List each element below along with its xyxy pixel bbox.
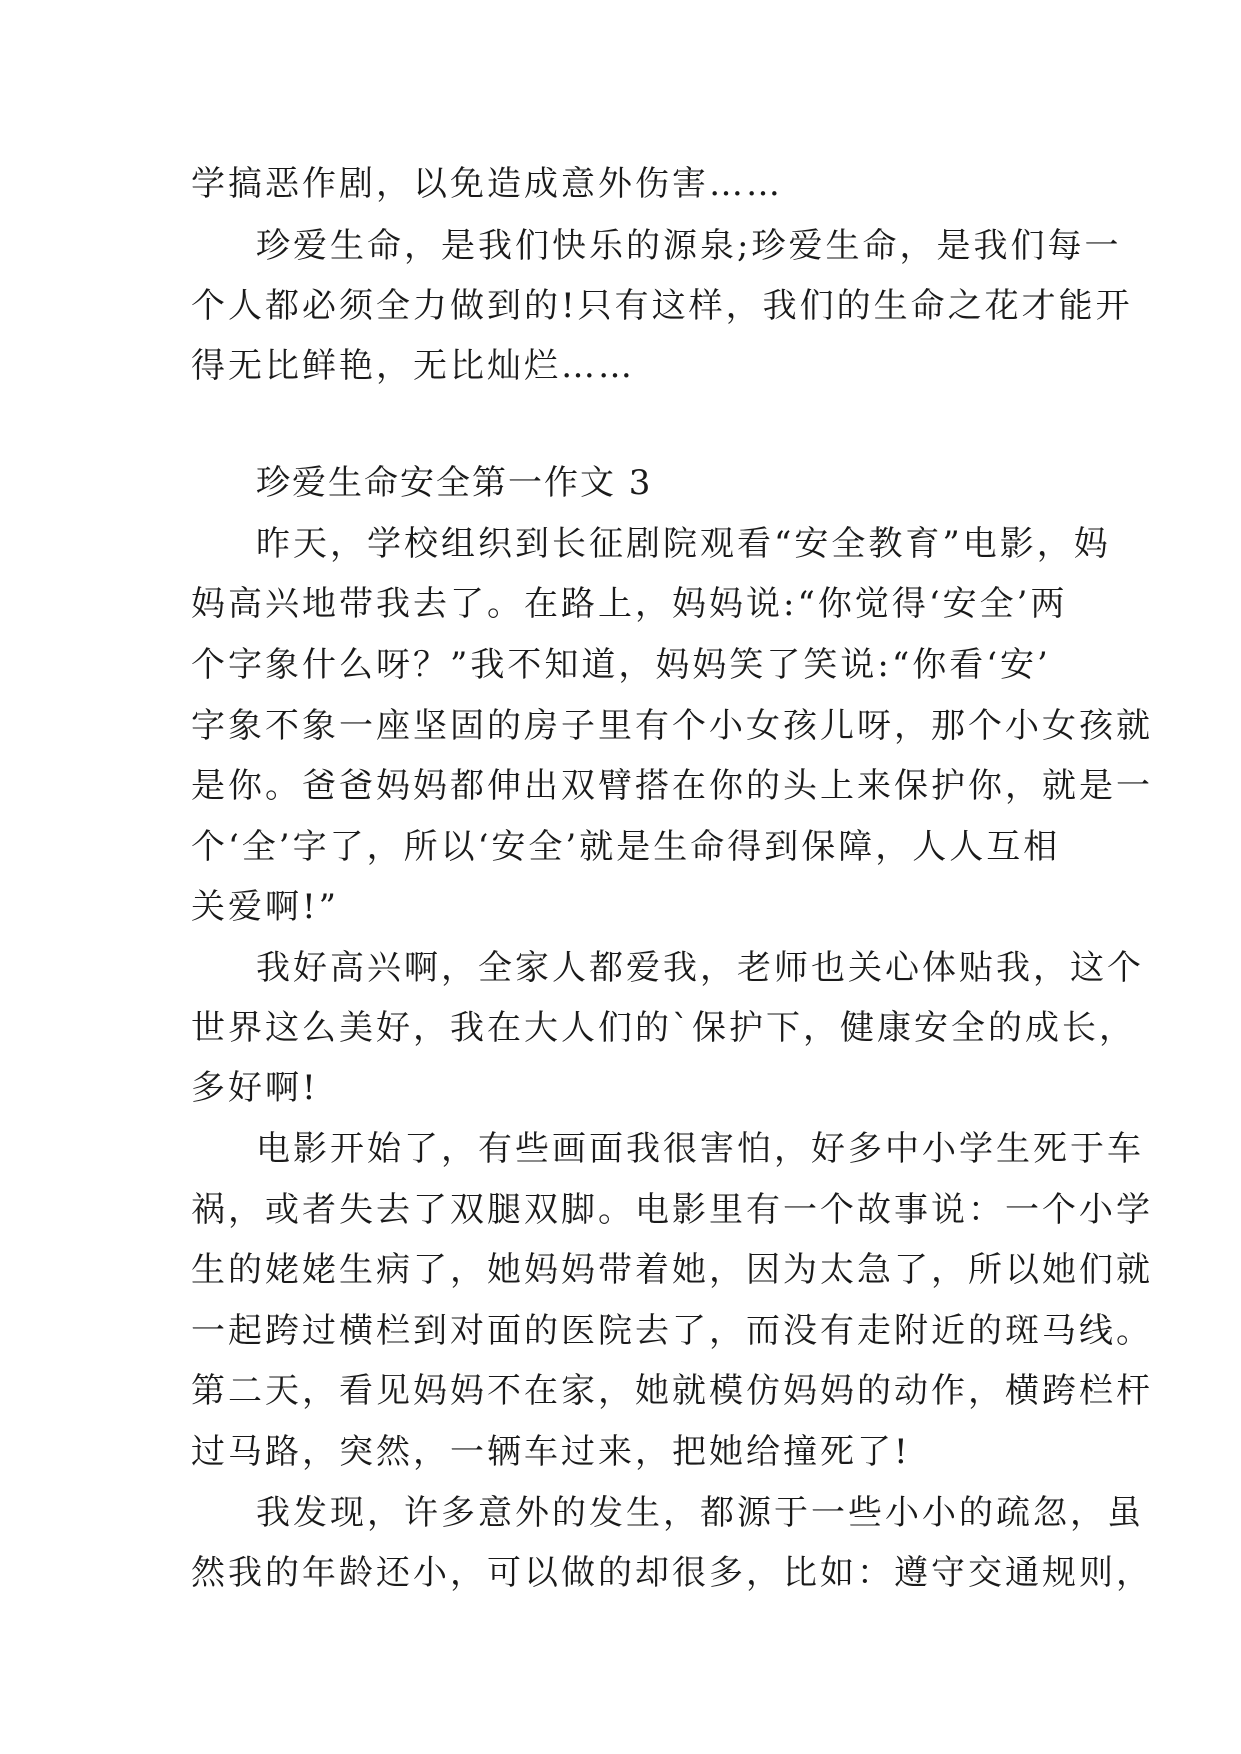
text-line: 妈高兴地带我去了。在路上，妈妈说:“你觉得‘安全’两	[191, 584, 1068, 624]
paragraph-start-line: 我好高兴啊，全家人都爱我，老师也关心体贴我，这个	[256, 948, 1144, 988]
text-line: 世界这么美好，我在大人们的`保护下，健康安全的成长，	[191, 1008, 1136, 1048]
text-line: 个人都必须全力做到的!只有这样，我们的生命之花才能开	[191, 286, 1133, 326]
text-line: 个字象什么呀？”我不知道，妈妈笑了笑说:“你看‘安’	[191, 645, 1051, 685]
text-line: 学搞恶作剧，以免造成意外伤害……	[191, 164, 783, 204]
text-line: 第二天，看见妈妈不在家，她就模仿妈妈的动作，横跨栏杆	[191, 1371, 1153, 1411]
text-line: 然我的年龄还小，可以做的却很多，比如：遵守交通规则，	[191, 1553, 1153, 1593]
text-line: 是你。爸爸妈妈都伸出双臂搭在你的头上来保护你，就是一	[191, 766, 1153, 806]
text-line: 字象不象一座坚固的房子里有个小女孩儿呀，那个小女孩就	[191, 706, 1153, 746]
paragraph-start-line: 电影开始了，有些画面我很害怕，好多中小学生死于车	[256, 1129, 1144, 1169]
text-line: 多好啊!	[191, 1068, 319, 1108]
text-line: 生的姥姥生病了，她妈妈带着她，因为太急了，所以她们就	[191, 1250, 1153, 1290]
text-line: 祸，或者失去了双腿双脚。电影里有一个故事说：一个小学	[191, 1190, 1153, 1230]
paragraph-start-line: 珍爱生命，是我们快乐的源泉;珍爱生命，是我们每一	[256, 226, 1122, 266]
paragraph-start-line: 昨天，学校组织到长征剧院观看“安全教育”电影，妈	[256, 524, 1111, 564]
section-title: 珍爱生命安全第一作文 3	[256, 463, 653, 503]
text-line: 一起跨过横栏到对面的医院去了，而没有走附近的斑马线。	[191, 1311, 1153, 1351]
paragraph-start-line: 我发现，许多意外的发生，都源于一些小小的疏忽，虽	[256, 1493, 1144, 1533]
text-line: 个‘全’字了，所以‘安全’就是生命得到保障，人人互相	[191, 827, 1061, 867]
text-line: 关爱啊!”	[191, 887, 340, 927]
text-line: 得无比鲜艳，无比灿烂……	[191, 346, 635, 386]
text-line: 过马路，突然，一辆车过来，把她给撞死了!	[191, 1432, 911, 1472]
